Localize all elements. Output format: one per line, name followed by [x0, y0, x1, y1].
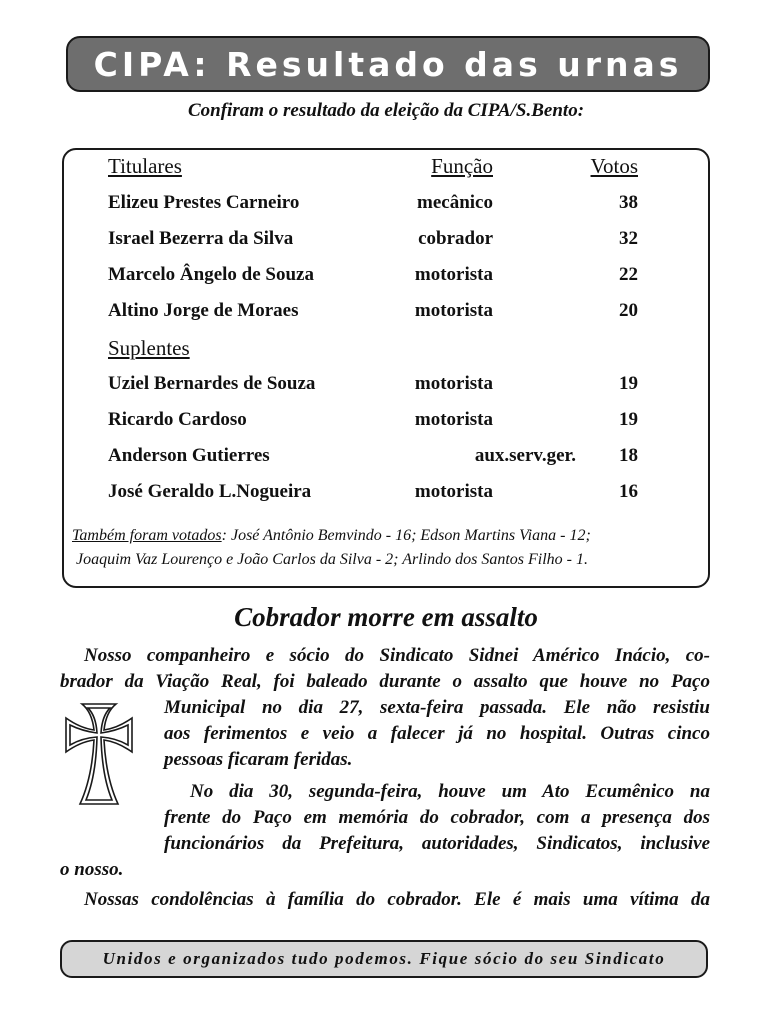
candidate-role: motorista — [414, 373, 493, 394]
also-voted-lead: Também foram votados — [72, 527, 222, 544]
article-line: No dia 30, segunda-feira, houve um Ato Ecumênico na — [190, 781, 710, 802]
candidate-votes: 19 — [619, 373, 638, 394]
results-row — [108, 192, 638, 218]
results-row — [108, 373, 638, 399]
footer-banner — [60, 940, 708, 978]
candidate-votes: 20 — [619, 300, 638, 321]
candidate-role: motorista — [414, 481, 493, 502]
candidate-votes: 22 — [619, 264, 638, 285]
candidate-role: motorista — [414, 409, 493, 430]
candidate-role: motorista — [414, 264, 493, 285]
page-title: CIPA: Resultado das urnas — [93, 44, 683, 84]
candidate-name: Marcelo Ângelo de Souza — [108, 264, 314, 285]
candidate-role: motorista — [414, 300, 493, 321]
candidate-votes: 18 — [619, 445, 638, 466]
candidate-votes: 38 — [619, 192, 638, 213]
results-row — [108, 228, 638, 254]
results-row — [108, 300, 638, 326]
candidate-name: Ricardo Cardoso — [108, 409, 247, 430]
candidate-role: aux.serv.ger. — [474, 445, 576, 466]
candidate-role: cobrador — [418, 228, 493, 249]
results-row — [108, 264, 638, 290]
column-header-role: Função — [431, 154, 493, 178]
article-line: Nossas condolências à família do cobrador. Ele é mais uma vítima da — [84, 889, 710, 910]
article-line: pessoas ficaram feridas. — [164, 749, 353, 770]
also-voted-note — [70, 524, 702, 572]
column-header-votes: Votos — [590, 154, 638, 178]
candidate-name: Elizeu Prestes Carneiro — [108, 192, 300, 213]
results-row — [108, 445, 638, 471]
results-row — [108, 409, 638, 435]
candidate-name: José Geraldo L.Nogueira — [108, 481, 312, 502]
results-row — [108, 481, 638, 507]
article-line: frente do Paço em memória do cobrador, com a presença dos — [164, 807, 710, 828]
article-line: brador da Viação Real, foi baleado durante o assalto que houve no Paço — [60, 671, 710, 692]
article-line: o nosso. — [60, 859, 124, 880]
candidate-votes: 16 — [619, 481, 638, 502]
also-voted-line: Joaquim Vaz Lourenço e João Carlos da Silva - 2; Arlindo dos Santos Filho - 1. — [76, 551, 588, 568]
also-voted-line — [70, 524, 702, 548]
candidate-name: Israel Bezerra da Silva — [108, 228, 294, 249]
candidate-votes: 19 — [619, 409, 638, 430]
subtitle: Confiram o resultado da eleição da CIPA/S.Bento: — [187, 100, 585, 121]
candidate-votes: 32 — [619, 228, 638, 249]
candidate-name: Uziel Bernardes de Souza — [108, 373, 316, 394]
suplentes-heading: Suplentes — [108, 336, 190, 360]
results-header-row — [108, 154, 638, 180]
cross-icon — [60, 700, 138, 812]
column-header-name: Titulares — [108, 154, 182, 178]
article-line: Municipal no dia 27, sexta-feira passada. Ele não resistiu — [164, 697, 710, 718]
footer-slogan: Unidos e organizados tudo podemos. Fique sócio do seu Sindicato — [102, 949, 666, 968]
title-banner — [66, 36, 710, 92]
article-title: Cobrador morre em assalto — [234, 602, 538, 632]
also-voted-text: : José Antônio Bemvindo - 16; Edson Martins Viana - 12; — [221, 527, 591, 544]
article-line: Nosso companheiro e sócio do Sindicato Sidnei Américo Inácio, co- — [84, 645, 710, 666]
article-line: aos ferimentos e veio a falecer já no hospital. Outras cinco — [164, 723, 710, 744]
article-line: funcionários da Prefeitura, autoridades, Sindicatos, inclusive — [164, 833, 710, 854]
candidate-name: Anderson Gutierres — [108, 445, 270, 466]
candidate-name: Altino Jorge de Moraes — [108, 300, 299, 321]
candidate-role: mecânico — [417, 192, 493, 213]
